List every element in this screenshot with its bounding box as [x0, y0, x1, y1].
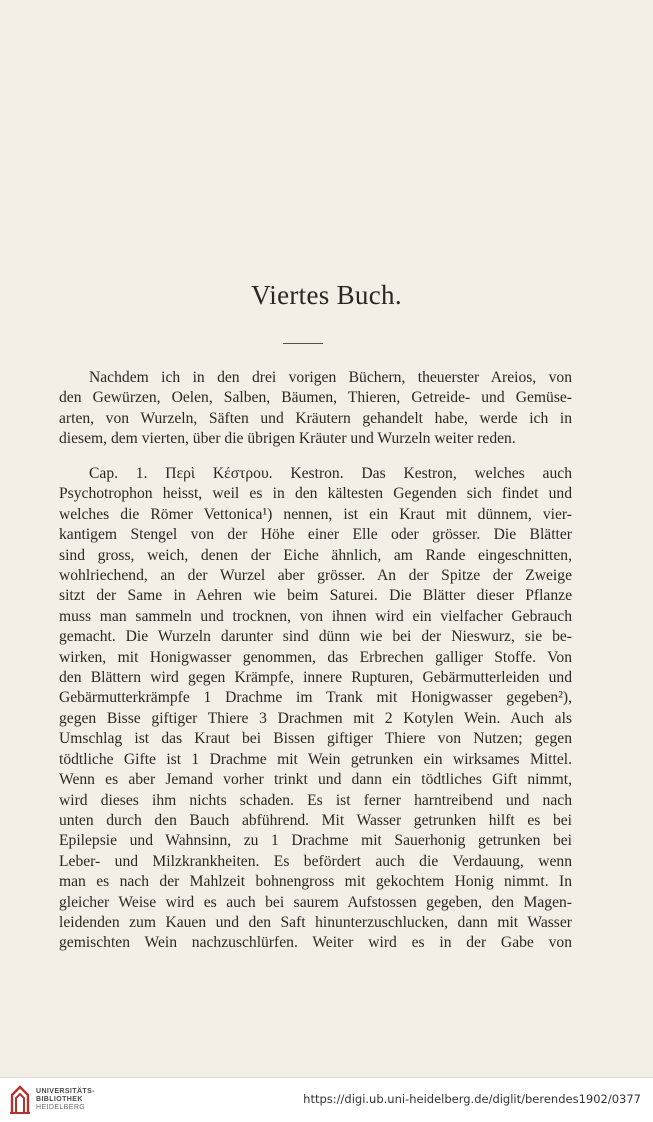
text-line: Epilepsie und Wahnsinn, zu 1 Drachme mit Sauerhonig getrunken bei: [59, 832, 572, 850]
text-line: wohlriechend, an der Wurzel aber grösser. An der Spitze der Zweige: [59, 567, 572, 585]
text-line: den Blättern wird gegen Krämpfe, innere Rupturen, Gebärmutterleiden und: [59, 669, 572, 687]
text-line: wirken, mit Honigwasser genommen, das Erbrechen galliger Stoffe. Von: [59, 648, 572, 666]
text-line: Wenn es aber Jemand vorher trinkt und dann ein tödtliches Gift nimmt,: [59, 771, 572, 789]
text-line: man es nach der Mahlzeit bohnengross mit gekochtem Honig nimmt. In: [59, 873, 572, 891]
institution-line-3: HEIDELBERG: [36, 1104, 86, 1111]
text-line: leidenden zum Kauen und den Saft hinunterzuschlucken, dann mit Wasser: [59, 913, 572, 931]
text-line: gemischten Wein nachzuschlürfen. Weiter wird es in der Gabe von: [59, 934, 572, 952]
text-line: Nachdem ich in den drei vorigen Büchern, theuerster Areios, von: [89, 369, 572, 386]
text-line: Gebärmutterkrämpfe 1 Drachme im Trank mit Honigwasser gegeben²),: [59, 689, 572, 707]
text-line: arten, von Wurzeln, Säften und Kräutern gehandelt habe, werde ich in: [59, 409, 572, 427]
institution-line-2: BIBLIOTHEK: [36, 1096, 83, 1103]
text-line: gegen Bisse giftiger Thiere 3 Drachmen mit 2 Kotylen Wein. Auch als: [59, 709, 572, 727]
intro-paragraph: [59, 368, 572, 450]
text-line: gemacht. Die Wurzeln darunter sind dünn wie bei der Nieswurz, sie be-: [59, 628, 572, 646]
text-line: muss man sammeln und trocknen, von ihnen wird ein vielfacher Gebrauch: [59, 607, 572, 625]
institution-line-1: UNIVERSITÄTS-: [36, 1088, 95, 1095]
text-line: unten durch den Bauch abführend. Mit Wasser getrunken hilft es bei: [59, 811, 572, 829]
text-line: wird dieses ihm nichts schaden. Es ist ferner harntreibend und nach: [59, 791, 572, 809]
page-url[interactable]: https://digi.ub.uni-heidelberg.de/diglit/berendes1902/0377: [303, 1092, 641, 1106]
ub-heidelberg-logo-icon[interactable]: [8, 1083, 32, 1117]
text-line: kantigem Stengel von der Höhe einer Elle oder grösser. Die Blätter: [59, 526, 572, 544]
text-line: sind gross, weich, denen der Eiche ähnlich, am Rande eingeschnitten,: [59, 546, 572, 564]
viewer-footer: [0, 1077, 653, 1122]
text-line: diesem, dem vierten, über die übrigen Kräuter und Wurzeln weiter reden.: [59, 430, 516, 448]
institution-name: [36, 1088, 95, 1112]
text-line: Umschlag ist das Kraut bei Bissen giftiger Thiere von Nutzen; gegen: [59, 730, 572, 748]
text-line: tödtliche Gifte ist 1 Drachme mit Wein getrunken ein wirksames Mittel.: [59, 750, 572, 768]
title-divider: [283, 343, 323, 344]
text-line: Psychotrophon heisst, weil es in den kältesten Gegenden sich findet und: [59, 485, 572, 503]
text-line: Leber- und Milzkrankheiten. Es befördert auch die Verdauung, wenn: [59, 852, 572, 870]
text-line: welches die Römer Vettonica¹) nennen, ist ein Kraut mit dünnem, vier-: [59, 505, 572, 523]
text-line: Cap. 1. Περὶ Κέστρου. Kestron. Das Kestron, welches auch: [89, 465, 572, 482]
chapter-title: Viertes Buch.: [251, 280, 402, 310]
chapter-1-paragraph: [59, 464, 572, 954]
text-line: den Gewürzen, Oelen, Salben, Bäumen, Thieren, Getreide- und Gemüse-: [59, 389, 572, 407]
text-line: gleicher Weise wird es auch bei saurem Aufstossen gegeben, den Magen-: [59, 893, 572, 911]
text-line: sitzt der Same in Aehren wie beim Saturei. Die Blätter dieser Pflanze: [59, 587, 572, 605]
